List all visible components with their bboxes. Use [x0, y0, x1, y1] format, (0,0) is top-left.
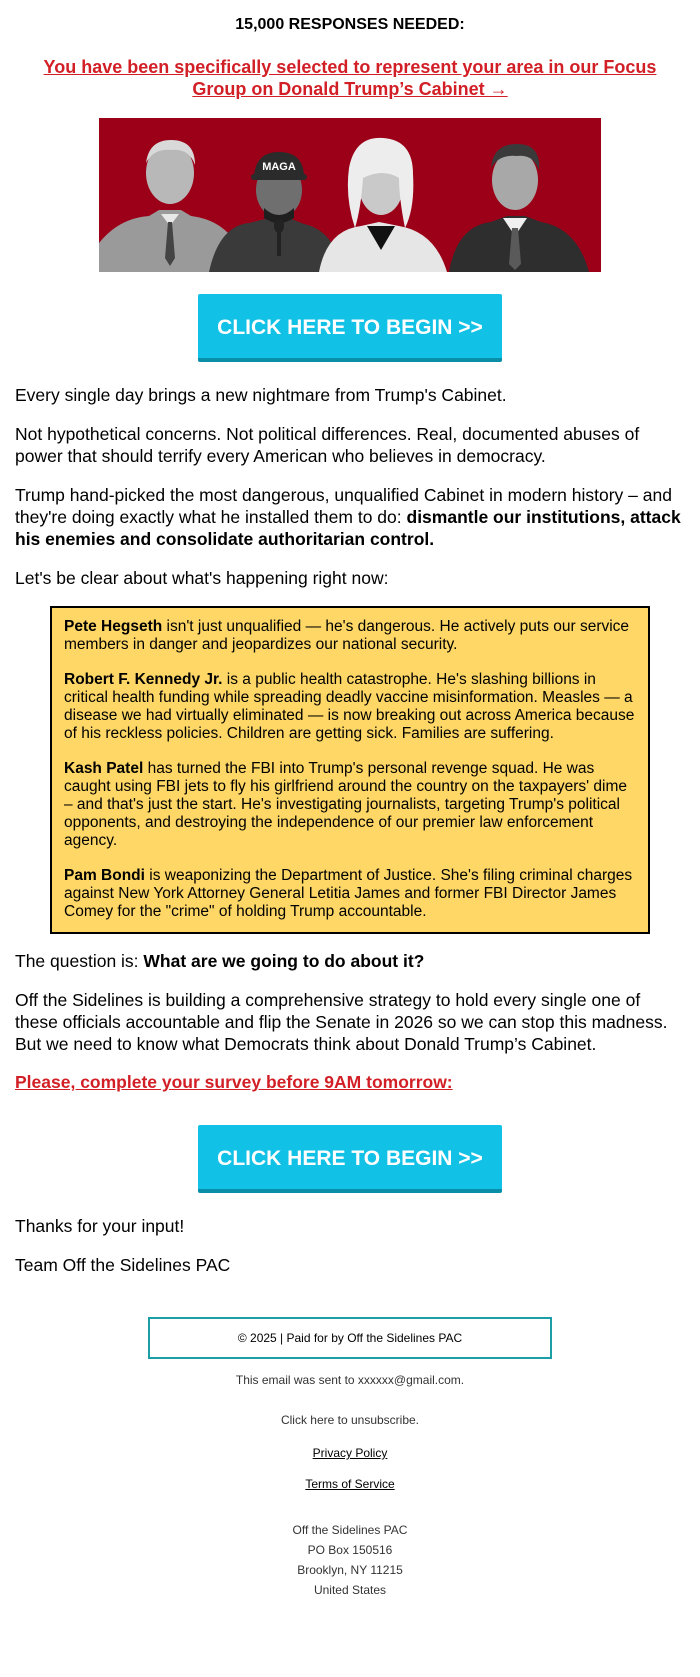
- callout-name: Kash Patel: [64, 760, 144, 777]
- address-line: Brooklyn, NY 11215: [297, 1563, 403, 1577]
- paid-for-box: © 2025 | Paid for by Off the Sidelines PAC: [148, 1317, 552, 1359]
- strategy-paragraph: Off the Sidelines is building a comprehensive strategy to hold every single one of these officials accountable and flip the Senate in 2026 so we can stop this madness. But we need to know what Democrats think about Donald Trump’s Cabinet.: [15, 990, 668, 1054]
- callout-text: is a public health catastrophe. He's slashing billions in critical health funding while spreading deadly vaccine misinformation. Measles — a disease we had virtually eliminated — is now breaking out across America because of his reckless policies. Children are getting sick. Families are suffering.: [64, 671, 635, 742]
- callout-item-hegseth: [64, 618, 636, 654]
- sent-to-prefix: This email was sent to: [235, 1373, 358, 1387]
- deadline-link[interactable]: Please, complete your survey before 9AM tomorrow:: [15, 1072, 453, 1092]
- focus-group-link[interactable]: You have been specifically selected to represent your area in our Focus Group on Donald Trump’s Cabinet →: [43, 57, 657, 99]
- callout-name: Pete Hegseth: [64, 618, 163, 635]
- privacy-policy-link[interactable]: Privacy Policy: [312, 1446, 388, 1460]
- address-line: PO Box 150516: [307, 1543, 393, 1557]
- callout-item-patel: [64, 760, 636, 850]
- callout-text: is weaponizing the Department of Justice. She's filing criminal charges against New York Attorney General Letitia James and former FBI Director James Comey for the "crime" of holding Trump accountable.: [64, 867, 633, 920]
- cabinet-photo-illustration: [99, 118, 601, 272]
- unsubscribe-link[interactable]: Click here to unsubscribe.: [280, 1413, 420, 1427]
- begin-survey-button[interactable]: CLICK HERE TO BEGIN >>: [198, 294, 502, 362]
- headline: 15,000 RESPONSES NEEDED:: [235, 16, 465, 33]
- hat-text: MAGA: [262, 161, 296, 173]
- cabinet-callout-box: [50, 606, 650, 934]
- cabinet-paragraph-emphasis: dismantle our institutions, attack his enemies and consolidate authoritarian control.: [15, 507, 681, 549]
- callout-item-bondi: [64, 867, 636, 921]
- intro-paragraph: Every single day brings a new nightmare from Trump's Cabinet.: [15, 385, 507, 405]
- callout-text: has turned the FBI into Trump's personal revenge squad. He was caught using FBI jets to fly his girlfriend around the country on the taxpayers' dime – and that's just the start. He's investigating journalists, targeting Trump's political opponents, and destroying the independence of our premier law enforcement agency.: [64, 760, 627, 849]
- cabinet-photo[interactable]: [99, 118, 601, 272]
- cabinet-paragraph-text: Trump hand-picked the most dangerous, unqualified Cabinet in modern history – and they're doing exactly what he installed them to do:: [15, 485, 672, 527]
- mailing-address: [0, 1520, 700, 1600]
- lead-in-paragraph: Let's be clear about what's happening right now:: [15, 568, 389, 588]
- abuses-paragraph: Not hypothetical concerns. Not political differences. Real, documented abuses of power that should terrify every American who believes in democracy.: [15, 424, 640, 466]
- recipient-email: xxxxxx@gmail.com.: [357, 1373, 465, 1387]
- begin-survey-button-2[interactable]: CLICK HERE TO BEGIN >>: [198, 1125, 502, 1193]
- question-emphasis: What are we going to do about it?: [143, 951, 425, 971]
- callout-name: Robert F. Kennedy Jr.: [64, 671, 223, 688]
- cabinet-paragraph: [15, 484, 685, 550]
- question-paragraph: [15, 950, 685, 972]
- question-text: The question is:: [15, 951, 144, 971]
- signoff-text: Team Off the Sidelines PAC: [15, 1255, 231, 1275]
- callout-item-kennedy: [64, 671, 636, 743]
- address-line: Off the Sidelines PAC: [292, 1523, 408, 1537]
- address-line: United States: [313, 1583, 387, 1597]
- callout-name: Pam Bondi: [64, 867, 145, 884]
- terms-of-service-link[interactable]: Terms of Service: [305, 1477, 395, 1491]
- callout-text: isn't just unqualified — he's dangerous. He actively puts our service members in danger and jeopardizes our national security.: [64, 618, 630, 653]
- sent-to-line: [0, 1373, 700, 1387]
- thanks-text: Thanks for your input!: [15, 1216, 185, 1236]
